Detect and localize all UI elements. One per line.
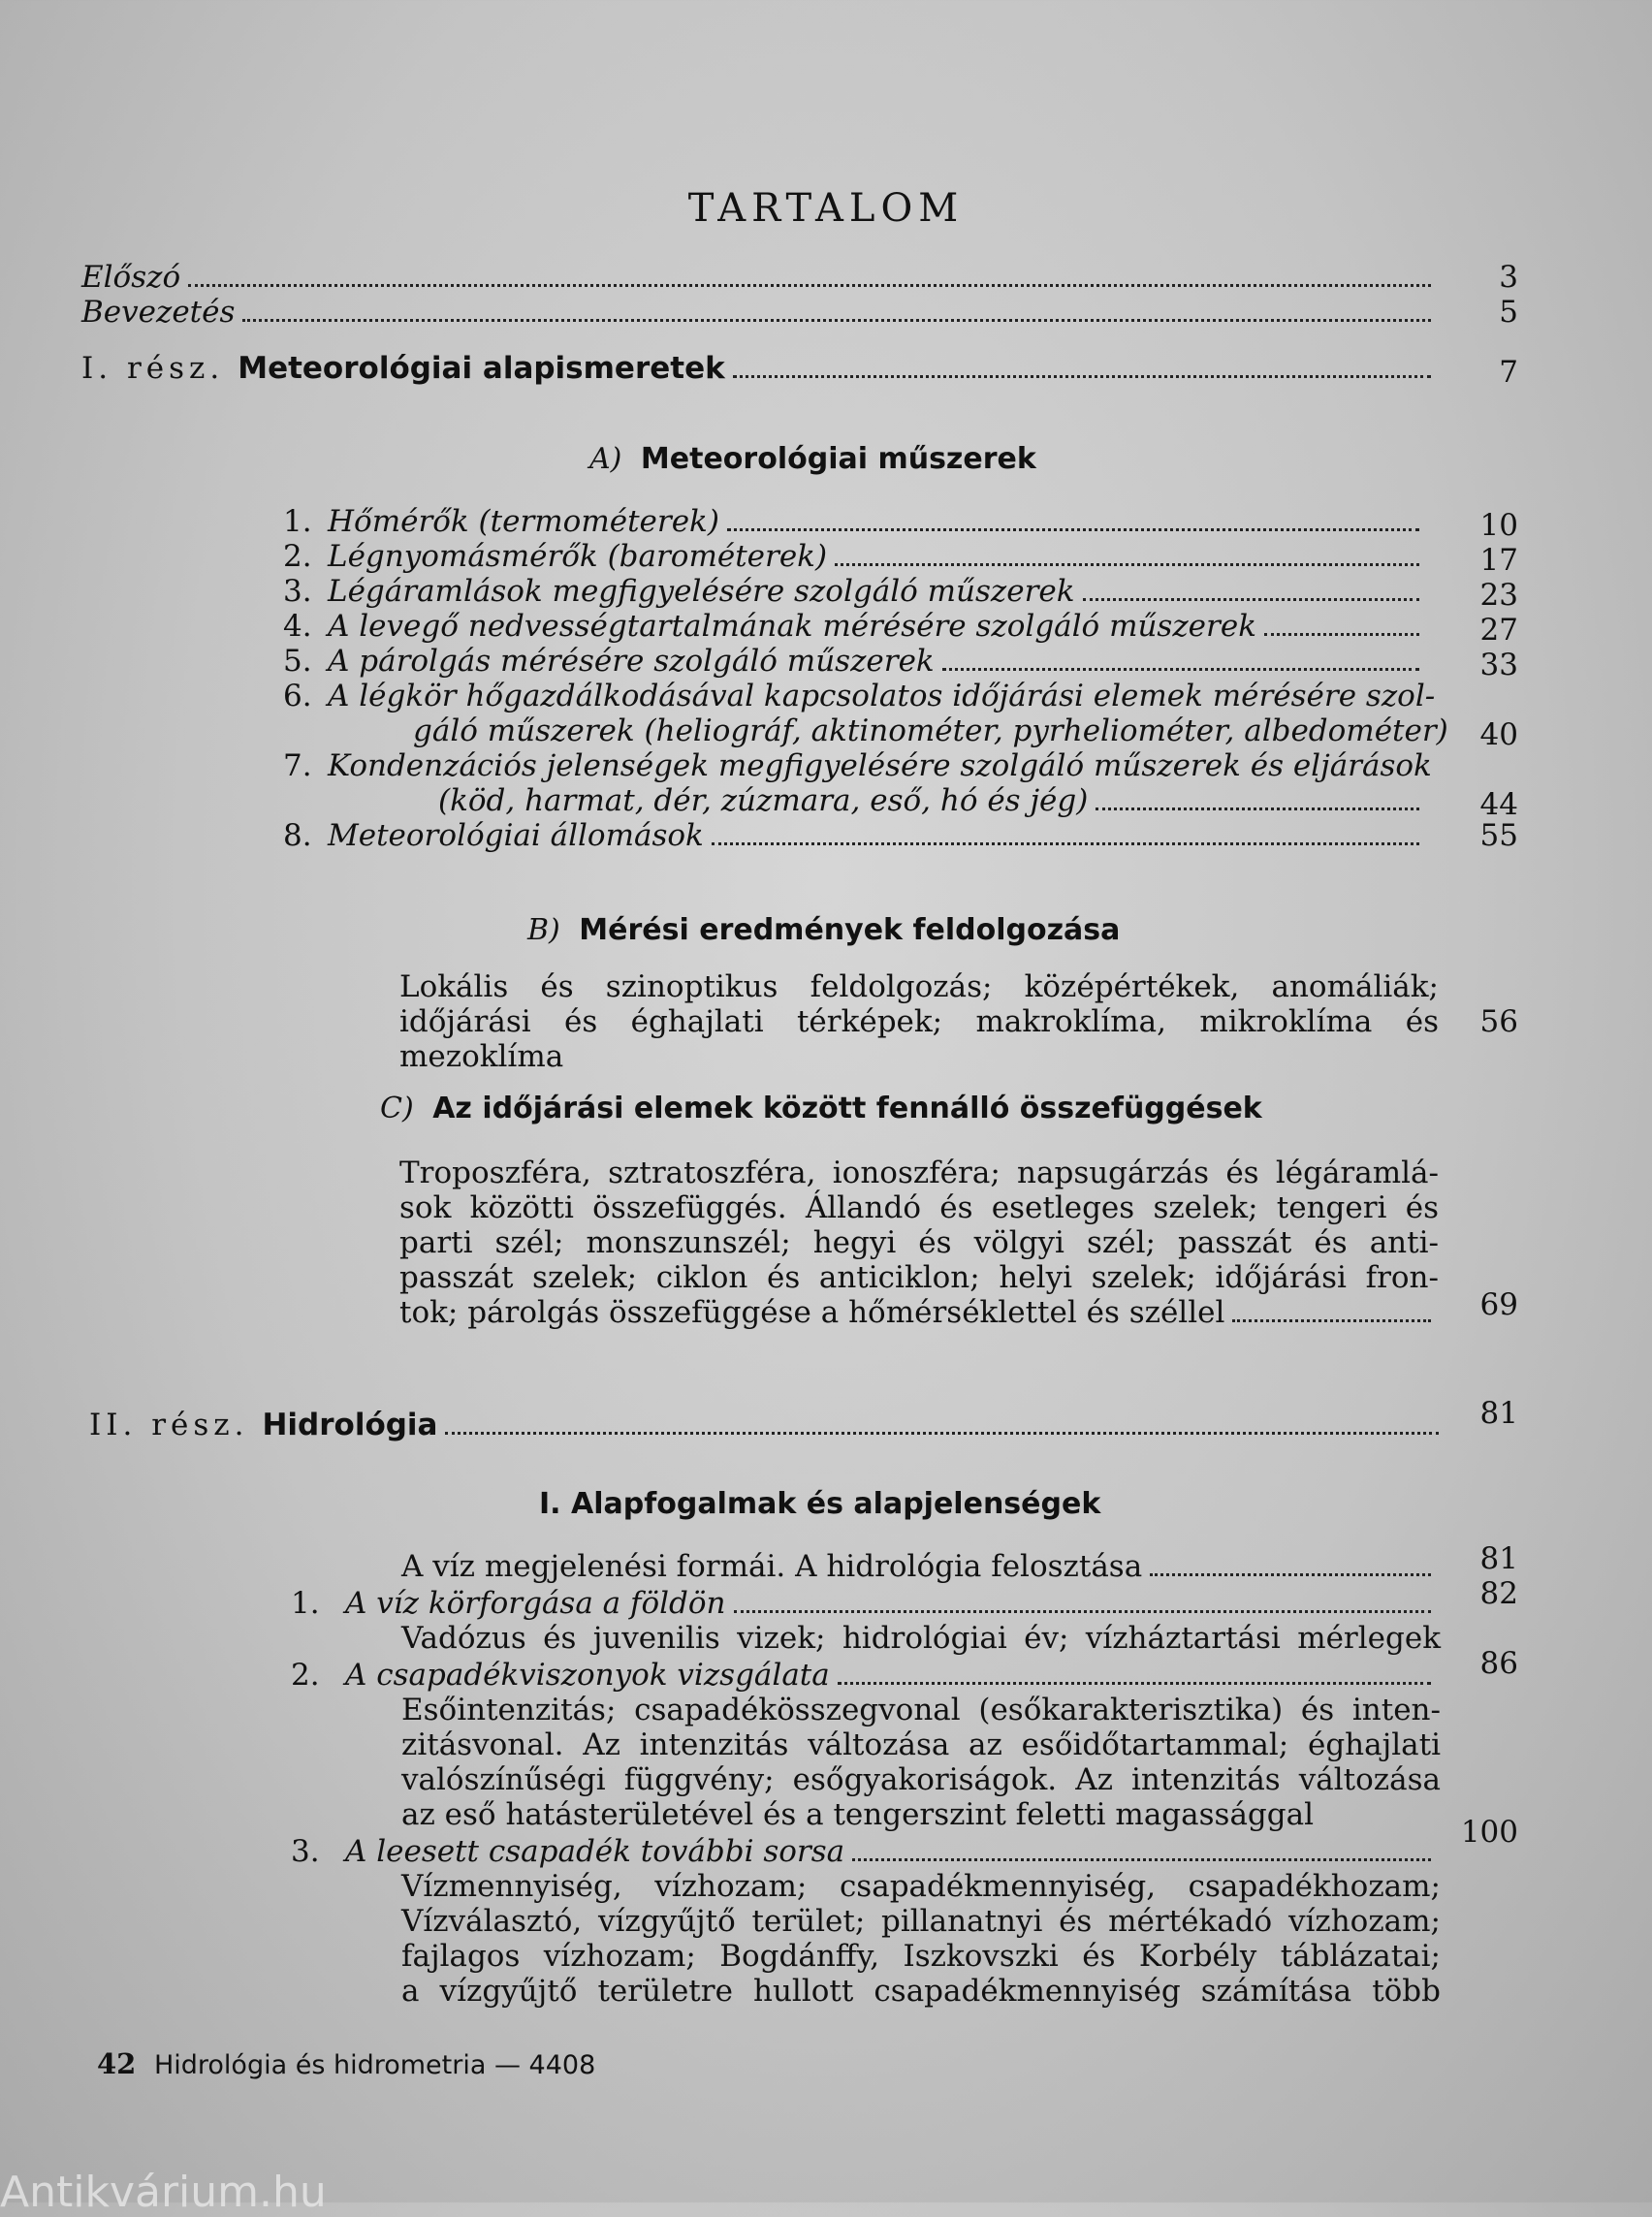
toc-entry-foreword: Előszó: [81, 260, 1439, 295]
toc-entry-a7: 7. Kondenzációs jelenségek megfigyelésére szolgáló műszerek és eljárások: [283, 748, 1432, 783]
section-c-last-line: tok; párolgás összefüggése a hőmérséklettel és széllel: [399, 1295, 1439, 1330]
toc-entry-i3: 3. A leesett csapadék további sorsa: [291, 1834, 1439, 1869]
toc-entry-a4: 4. A levegő nedvességtartalmának mérésére szolgáló műszerek: [283, 609, 1427, 644]
page-number: 100: [1460, 1815, 1518, 1850]
section-a-heading: A) Meteorológiai műszerek: [589, 442, 1036, 476]
page-number: 17: [1479, 543, 1518, 578]
section-c-line: passzát szelek; ciklon és anticiklon; helyi szelek; időjárási fron-: [399, 1260, 1439, 1295]
toc-entry-i2: 2. A csapadékviszonyok vizsgálata: [291, 1658, 1439, 1693]
toc-entry-a3: 3. Légáramlások megfigyelésére szolgáló műszerek: [283, 574, 1427, 609]
page-number: 33: [1479, 648, 1518, 682]
page-title: TARTALOM: [687, 186, 965, 231]
toc-entry-desc: Vízválasztó, vízgyűjtő terület; pillanatnyi és mértékadó vízhozam;: [401, 1904, 1441, 1939]
page-number: 5: [1499, 295, 1518, 330]
section-b-line: Lokális és szinoptikus feldolgozás; középértékek, anomáliák;: [399, 969, 1439, 1004]
page-number: 40: [1479, 717, 1518, 752]
toc-entry-i1: 1. A víz körforgása a földön: [291, 1586, 1439, 1621]
page-number: 3: [1499, 260, 1518, 295]
toc-part-1: I. rész. Meteorológiai alapismeretek: [81, 351, 1439, 386]
page-number: 81: [1479, 1396, 1518, 1431]
page-number: 56: [1479, 1004, 1518, 1039]
section-b-heading: B) Mérési eredmények feldolgozása: [527, 913, 1121, 947]
page-number: 44: [1479, 787, 1518, 822]
toc-entry-desc: Vízmennyiség, vízhozam; csapadékmennyiség, csapadékhozam;: [401, 1869, 1441, 1904]
footer-page-number: 42: [97, 2047, 137, 2080]
toc-entry-desc: zitásvonal. Az intenzitás változása az esőidőtartammal; éghajlati: [401, 1727, 1441, 1762]
toc-entry-a7-cont: (köd, harmat, dér, zúzmara, eső, hó és jég): [438, 783, 1427, 818]
page-footer: [97, 2047, 595, 2080]
toc-entry-desc: Vadózus és juvenilis vizek; hidrológiai év; vízháztartási mérlegek: [401, 1621, 1441, 1656]
page-number: 7: [1499, 355, 1518, 390]
page-number: 55: [1479, 818, 1518, 853]
section-b-line: időjárási és éghajlati térképek; makroklíma, mikroklíma és mezoklíma: [399, 1004, 1439, 1074]
page-number: 69: [1479, 1287, 1518, 1322]
toc-part-2: II. rész. Hidrológia: [89, 1408, 1446, 1442]
section-c-line: sok közötti összefüggés. Állandó és esetleges szelek; tengeri és: [399, 1190, 1439, 1225]
toc-entry-desc: valószínűségi függvény; esőgyakoriságok. Az intenzitás változása: [401, 1762, 1441, 1797]
toc-entry-introduction: Bevezetés: [81, 295, 1439, 330]
toc-entry-desc: Esőintenzitás; csapadékösszegvonal (esőkarakterisztika) és inten-: [401, 1693, 1441, 1727]
section-i-heading: I. Alapfogalmak és alapjelenségek: [539, 1487, 1101, 1521]
toc-entry-a5: 5. A párolgás mérésére szolgáló műszerek: [283, 644, 1427, 679]
section-c-line: Troposzféra, sztratoszféra, ionoszféra; napsugárzás és légáramlá-: [399, 1156, 1439, 1190]
page-number: 27: [1479, 613, 1518, 648]
section-c-heading: C) Az időjárási elemek között fennálló összefüggések: [380, 1092, 1262, 1125]
toc-entry-intro: A víz megjelenési formái. A hidrológia felosztása: [401, 1549, 1439, 1584]
page-number: 81: [1479, 1541, 1518, 1576]
page-number: 23: [1479, 578, 1518, 613]
toc-entry-a1: 1. Hőmérők (termométerek): [283, 504, 1427, 539]
toc-entry-desc: fajlagos vízhozam; Bogdánffy, Iszkovszki és Korbély táblázatai;: [401, 1939, 1441, 1974]
toc-entry-a6-cont: gáló műszerek (heliográf, aktinométer, pyrheliométer, albedométer): [413, 713, 1448, 748]
page-number: 10: [1479, 508, 1518, 543]
watermark: Antikvárium.hu: [0, 2168, 327, 2217]
page-number: 86: [1479, 1646, 1518, 1681]
toc-entry-a2: 2. Légnyomásmérők (barométerek): [283, 539, 1427, 574]
toc-entry-desc: a vízgyűjtő területre hullott csapadékmennyiség számítása több: [401, 1974, 1441, 2009]
toc-entry-a6: 6. A légkör hőgazdálkodásával kapcsolatos időjárási elemek mérésére szol-: [283, 679, 1436, 713]
toc-entry-desc: az eső hatásterületével és a tengerszint feletti magassággal: [401, 1797, 1315, 1832]
section-c-line: parti szél; monszunszél; hegyi és völgyi szél; passzát és anti-: [399, 1225, 1439, 1260]
page-number: 82: [1479, 1576, 1518, 1611]
toc-entry-a8: 8. Meteorológiai állomások: [283, 818, 1427, 853]
footer-imprint: Hidrológia és hidrometria — 4408: [153, 2050, 596, 2080]
